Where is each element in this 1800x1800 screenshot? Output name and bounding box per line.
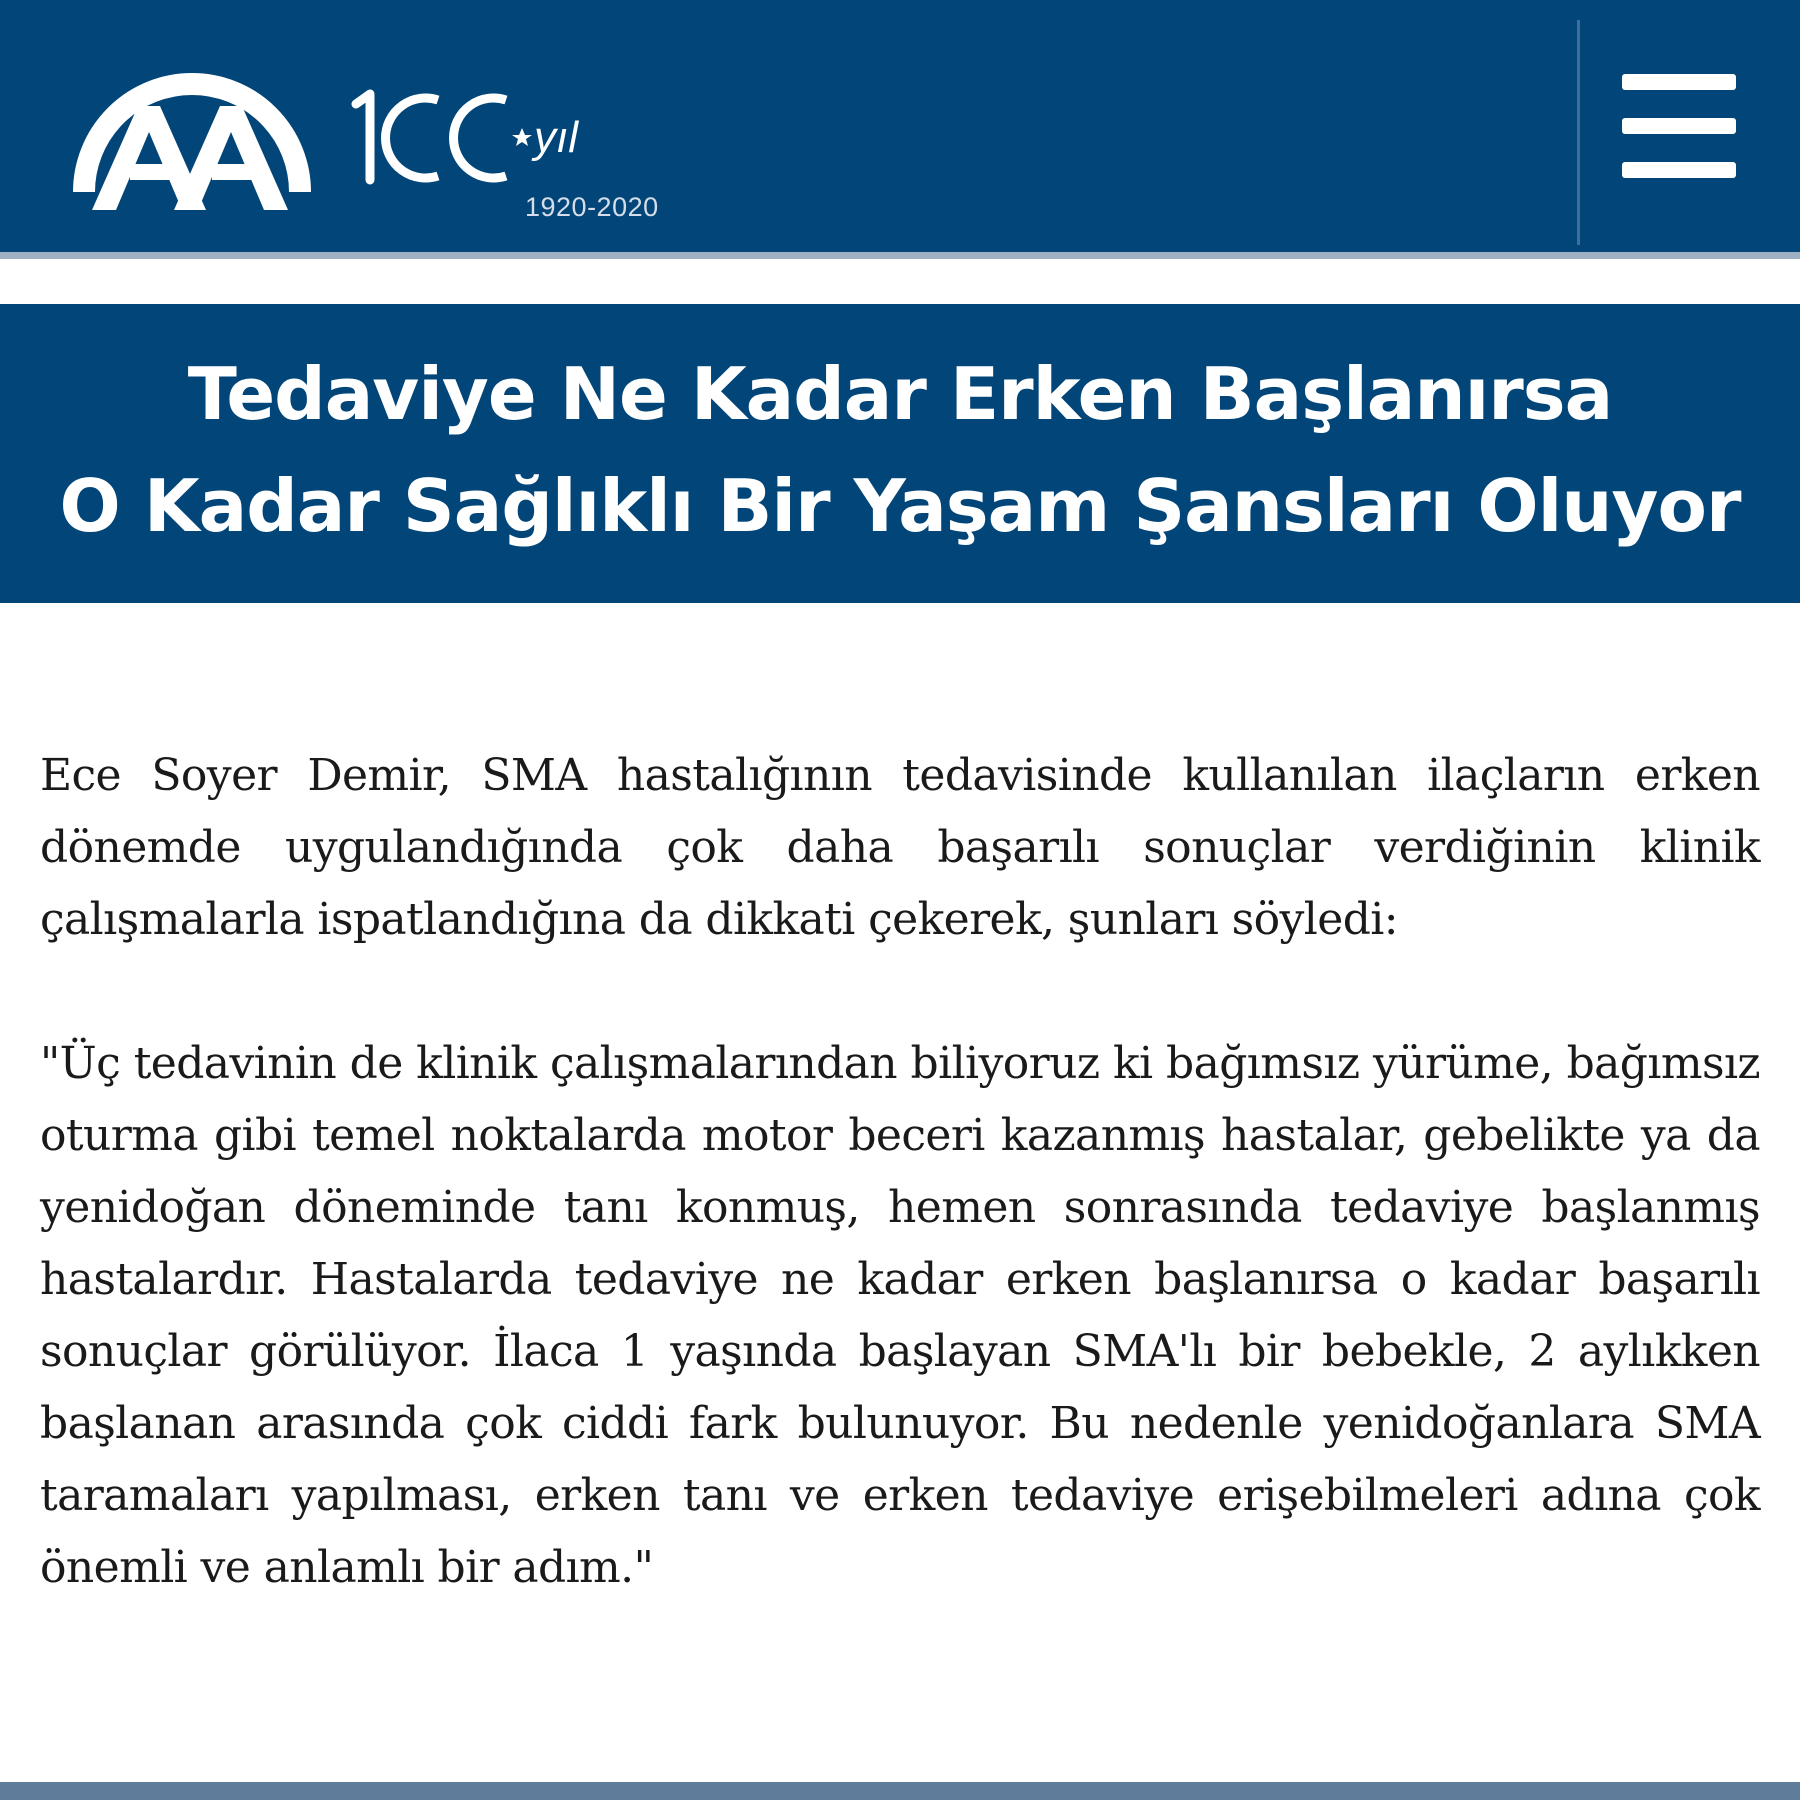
hamburger-menu-icon <box>1622 74 1736 90</box>
article-paragraph-quote: "Üç tedavinin de klinik çalışmalarından biliyoruz ki bağımsız yürüme, bağımsız oturma gibi temel noktalarda motor beceri kazanmış hastalar, gebelikte ya da yenidoğan döneminde tanı konmuş, hemen sonrasında tedaviye başlanmış hastalardır. Hastalarda tedaviye ne kadar erken başlanırsa o kadar başarılı sonuçlar görülüyor. İlaca 1 yaşında başlayan SMA'lı bir bebekle, 2 aylıkken başlanan arasında çok ciddi fark bulunuyor. Bu nedenle yenidoğanlara SMA taramaları yapılması, erken tanı ve erken tedaviye erişebilmeleri adına çok önemli ve anlamlı bir adım." <box>40 1038 1760 1593</box>
hamburger-menu-button[interactable] <box>1620 74 1738 178</box>
headline-line-1: Tedaviye Ne Kadar Erken Başlanırsa <box>187 352 1613 436</box>
svg-text:yıl: yıl <box>534 113 578 162</box>
site-header <box>0 0 1800 252</box>
headline-banner <box>0 304 1800 603</box>
aa-logo[interactable] <box>62 32 322 244</box>
aa-logo-mark <box>62 32 322 244</box>
article-paragraph-intro: Ece Soyer Demir, SMA hastalığının tedavisinde kullanılan ilaçların erken dönemde uygulandığında çok daha başarılı sonuçlar verdiğinin klinik çalışmalarla ispatlandığına da dikkati çekerek, şunları söyledi: <box>40 750 1760 945</box>
centennial-logo-graphic <box>350 88 730 188</box>
header-divider <box>1577 20 1580 245</box>
footer-bar <box>0 1782 1800 1800</box>
header-underline <box>0 252 1800 259</box>
centennial-years: 1920-2020 <box>525 192 659 222</box>
article-body <box>40 740 1760 1604</box>
headline-line-2: O Kadar Sağlıklı Bir Yaşam Şansları Oluyor <box>59 464 1741 548</box>
